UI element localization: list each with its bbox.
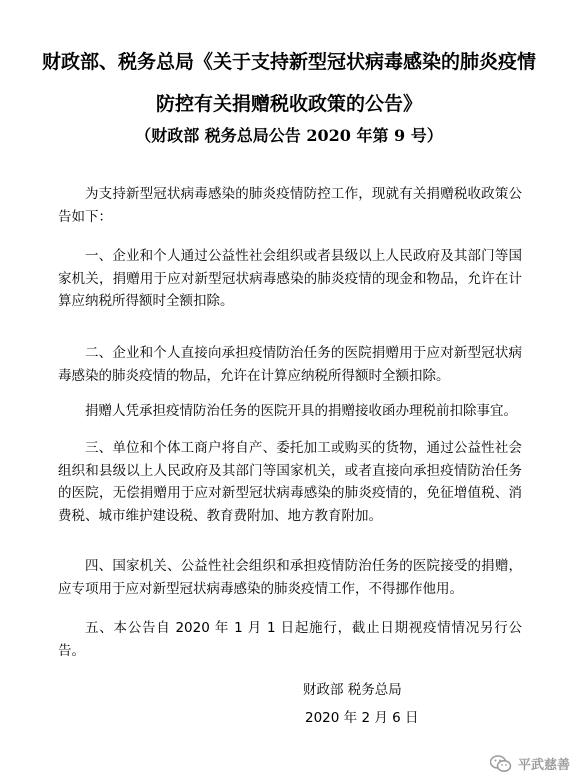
- paragraph-intro: 为支持新型冠状病毒感染的肺炎疫情防控工作，现就有关捐赠税收政策公告如下：: [58, 186, 522, 225]
- document-title-line1: 财政部、税务总局《关于支持新型冠状病毒感染的肺炎疫情: [41, 51, 536, 73]
- paragraph-article-5: 五、本公告自 2020 年 1 月 1 日起施行，截止日期视疫情情况另行公告。: [58, 620, 522, 659]
- wechat-icon: [490, 755, 512, 773]
- paragraph-article-2: 二、企业和个人直接向承担疫情防治任务的医院捐赠用于应对新型冠状病毒感染的肺炎疫情的物品，允许在计算应纳税所得额时全额扣除。: [58, 345, 522, 384]
- document-title-line2: 防控有关捐赠税收政策的公告》: [155, 93, 422, 115]
- signature-org: 财政部 税务总局: [303, 682, 402, 698]
- paragraph-article-4: 四、国家机关、公益性社会组织和承担疫情防治任务的医院接受的捐赠，应专项用于应对新型冠状病毒感染的肺炎疫情工作，不得挪作他用。: [58, 558, 522, 597]
- paragraph-article-2-note: 捐赠人凭承担疫情防治任务的医院开具的捐赠接收函办理税前扣除事宜。: [85, 403, 517, 419]
- signature-date: 2020 年 2 月 6 日: [305, 710, 419, 726]
- document-subtitle: （财政部 税务总局公告 2020 年第 9 号）: [135, 126, 443, 145]
- paragraph-article-3: 三、单位和个体工商户将自产、委托加工或购买的货物，通过公益性社会组织和县级以上人民政府及其部门等国家机关，或者直接向承担疫情防治任务的医院，无偿捐赠用于应对新型冠状病毒感染的肺炎疫情的，免征增值税、消费税、城市维护建设税、教育费附加、地方教育附加。: [58, 440, 522, 524]
- paragraph-article-1: 一、企业和个人通过公益性社会组织或者县级以上人民政府及其部门等国家机关，捐赠用于应对新型冠状病毒感染的肺炎疫情的现金和物品，允许在计算应纳税所得额时全额扣除。: [58, 248, 522, 309]
- watermark: [490, 754, 570, 773]
- watermark-text: 平武慈善: [517, 758, 570, 773]
